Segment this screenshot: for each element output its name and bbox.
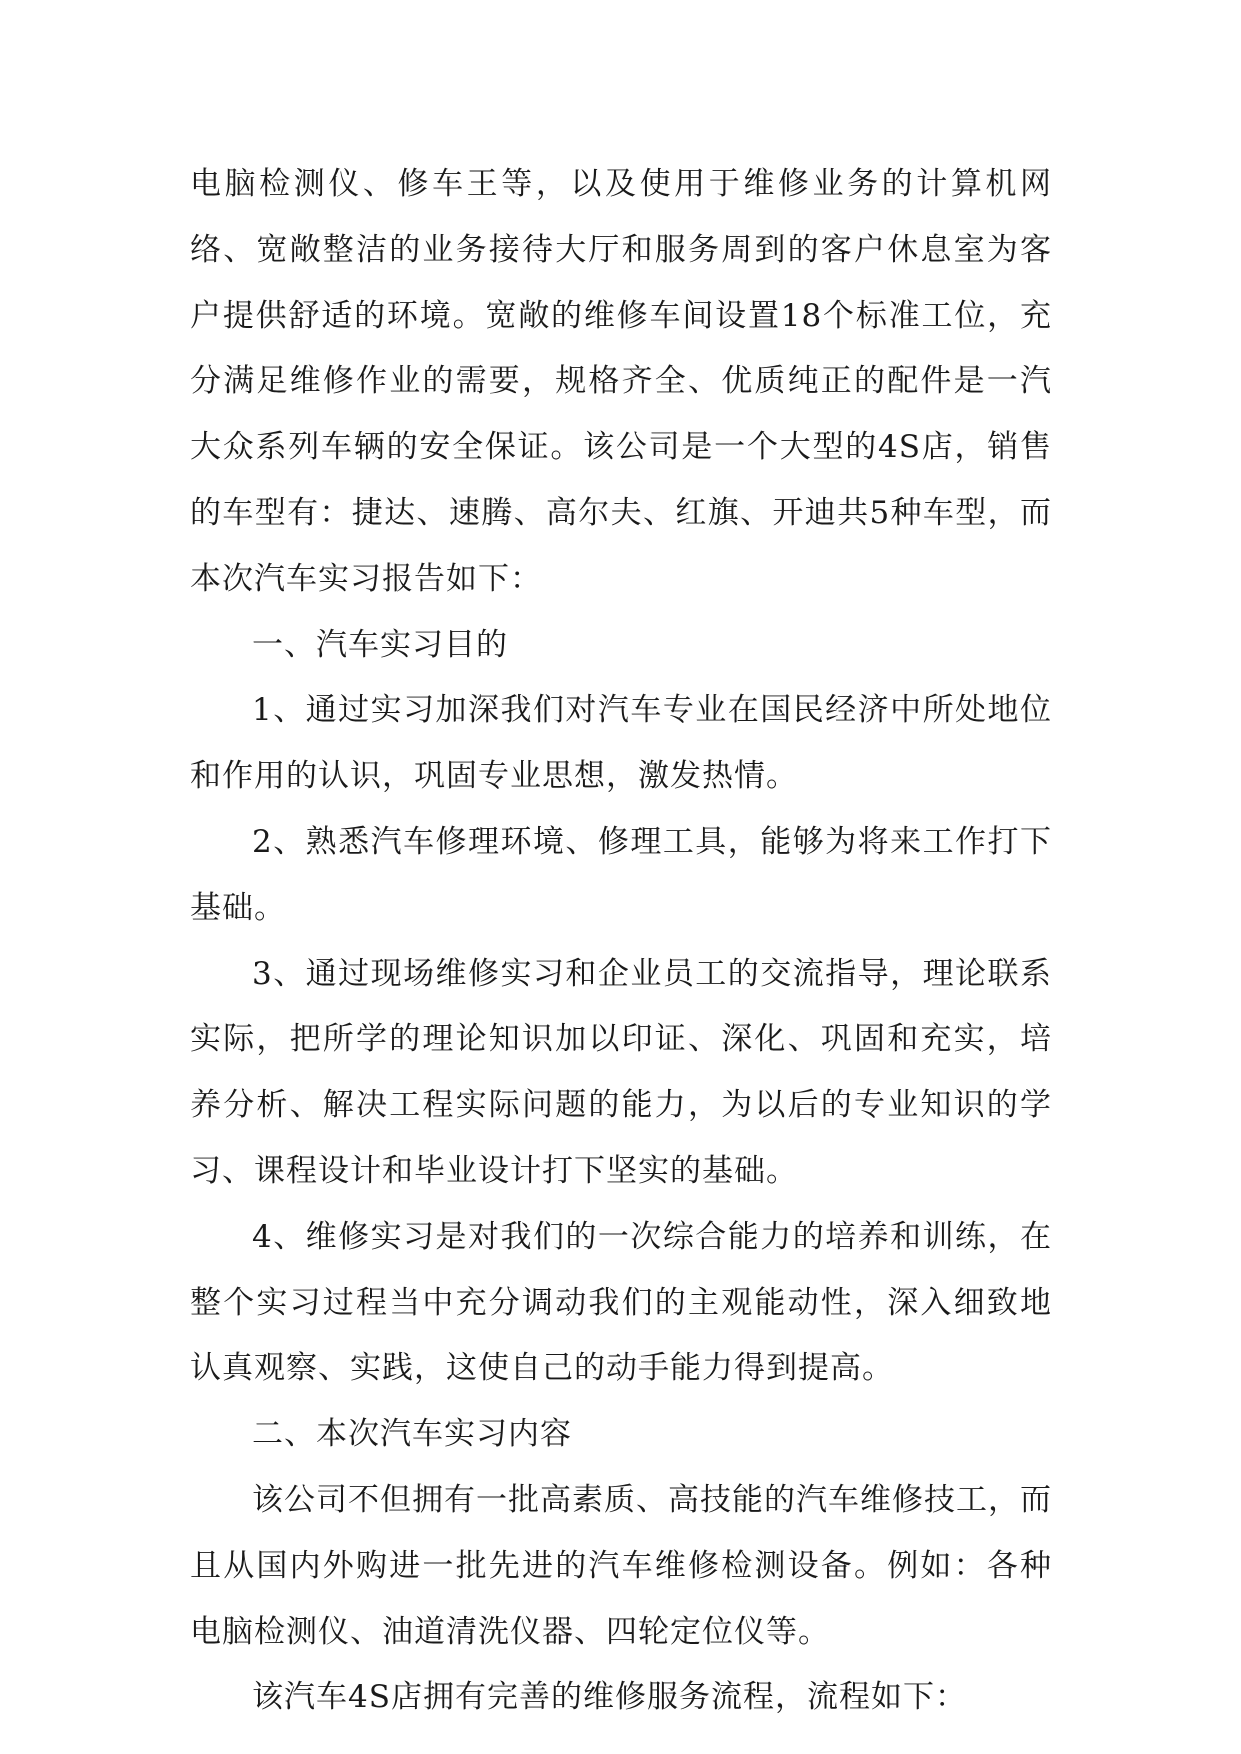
paragraph-purpose-3: 3、通过现场维修实习和企业员工的交流指导，理论联系实际，把所学的理论知识加以印证、深化、巩固和充实，培养分析、解决工程实际问题的能力，为以后的专业知识的学习、课程设计和毕业设计打下坚实的基础。 bbox=[190, 955, 1052, 1189]
paragraph-purpose-2: 2、熟悉汽车修理环境、修理工具，能够为将来工作打下基础。 bbox=[190, 823, 1052, 926]
section-heading-purpose: 一、汽车实习目的 bbox=[252, 626, 508, 663]
paragraph-content-1: 该公司不但拥有一批高素质、高技能的汽车维修技工，而且从国内外购进一批先进的汽车维修检测设备。例如：各种电脑检测仪、油道清洗仪器、四轮定位仪等。 bbox=[190, 1481, 1052, 1650]
section-heading-content: 二、本次汽车实习内容 bbox=[252, 1416, 572, 1453]
document-body bbox=[190, 152, 1052, 1731]
paragraph-purpose-1: 1、通过实习加深我们对汽车专业在国民经济中所处地位和作用的认识，巩固专业思想，激发热情。 bbox=[190, 692, 1052, 795]
paragraph-purpose-4: 4、维修实习是对我们的一次综合能力的培养和训练，在整个实习过程当中充分调动我们的主观能动性，深入细致地认真观察、实践，这使自己的动手能力得到提高。 bbox=[190, 1218, 1052, 1387]
paragraph-content-2: 该汽车4S店拥有完善的维修服务流程，流程如下： bbox=[252, 1679, 967, 1716]
paragraph-intro: 电脑检测仪、修车王等，以及使用于维修业务的计算机网络、宽敞整洁的业务接待大厅和服务周到的客户休息室为客户提供舒适的环境。宽敞的维修车间设置18个标准工位，充分满足维修作业的需要，规格齐全、优质纯正的配件是一汽大众系列车辆的安全保证。该公司是一个大型的4S店，销售的车型有：捷达、速腾、高尔夫、红旗、开迪共5种车型，而本次汽车实习报告如下： bbox=[190, 166, 1052, 597]
